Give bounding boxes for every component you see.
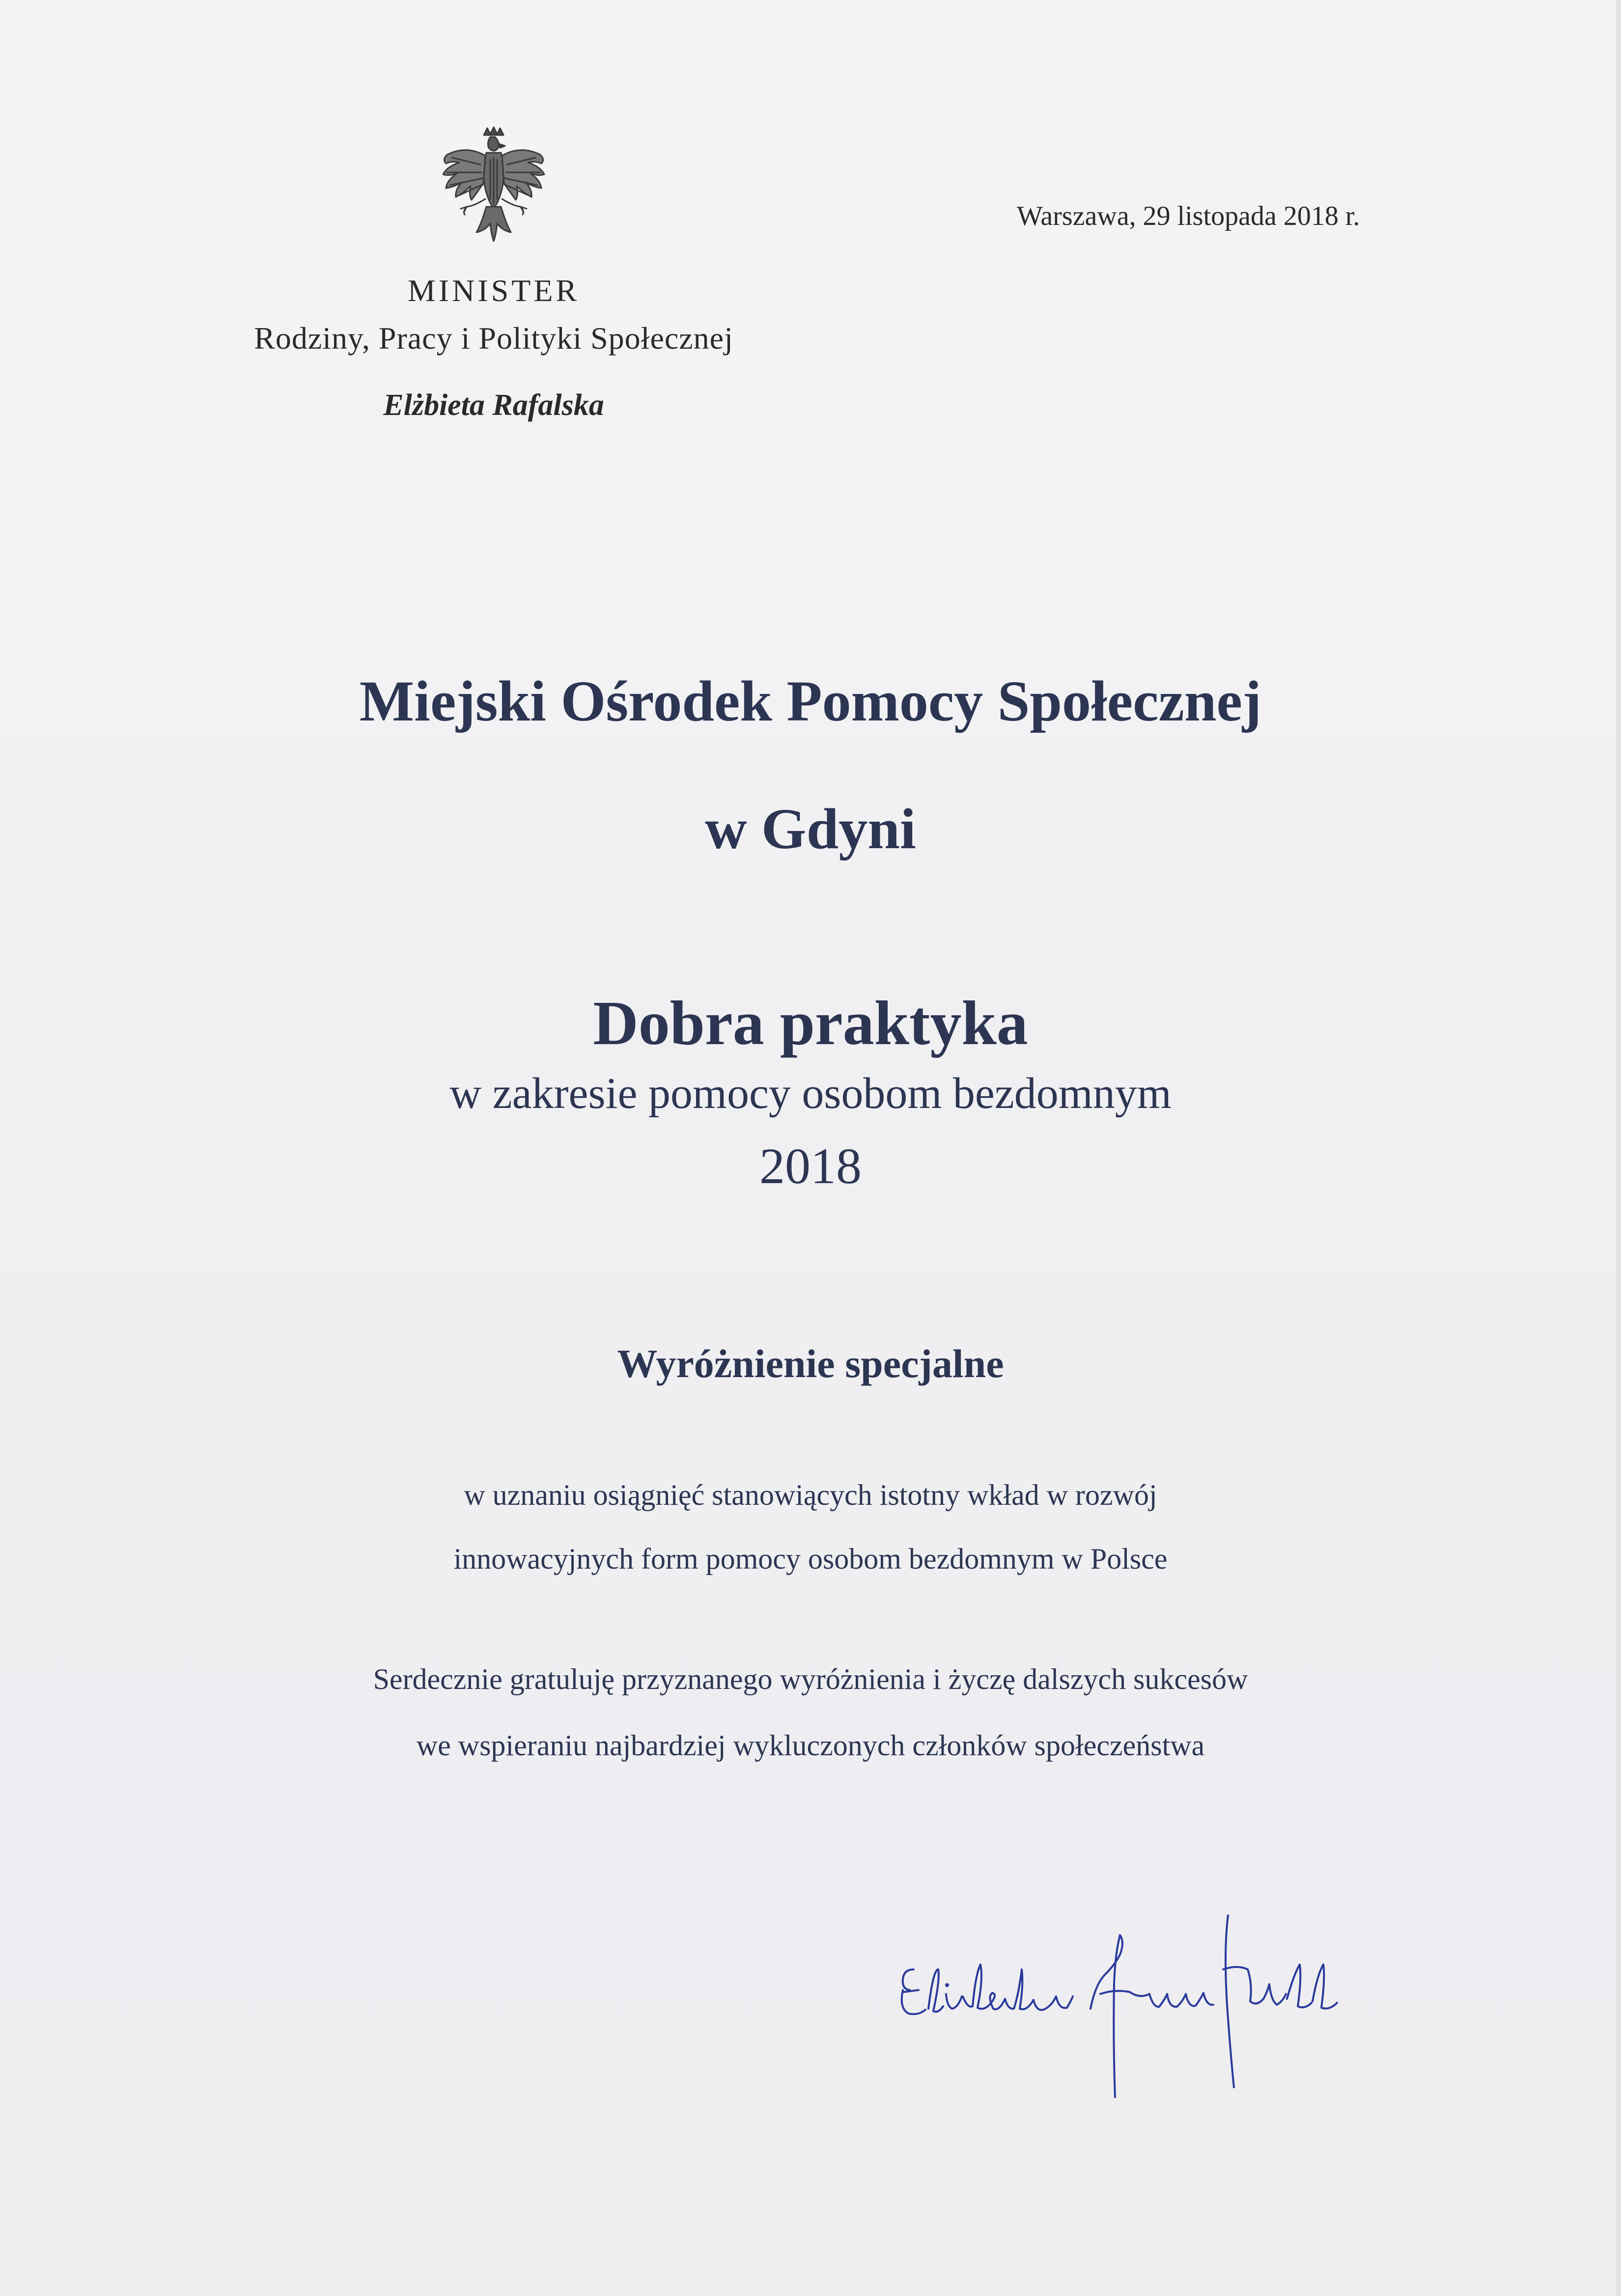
handwritten-signature [884,1896,1439,2127]
minister-name: Elżbieta Rafalska [383,388,604,422]
award-subtitle: w zakresie pomocy osobom bezdomnym [449,1069,1172,1118]
polish-eagle-icon [432,125,555,253]
citation-line-1: w uznaniu osiągnięć stanowiących istotny wkład w rozwój [464,1479,1157,1511]
minister-title: MINISTER [407,273,580,308]
recipient-city: w Gdyni [705,797,916,861]
ministry-name: Rodziny, Pracy i Polityki Społecznej [254,321,733,356]
congratulation-line-2: we wspieraniu najbardziej wykluczonych członków społeczeństwa [416,1729,1205,1762]
distinction-heading: Wyróżnienie specjalne [617,1341,1004,1386]
recipient-name: Miejski Ośrodek Pomocy Społecznej [359,669,1262,733]
citation-line-2: innowacyjnych form pomocy osobom bezdomnym w Polsce [453,1543,1168,1575]
congratulation-line-1: Serdecznie gratuluję przyznanego wyróżnienia i życzę dalszych sukcesów [373,1663,1248,1695]
award-title: Dobra praktyka [593,988,1028,1058]
issue-date: Warszawa, 29 listopada 2018 r. [1017,201,1360,231]
award-year: 2018 [759,1138,862,1194]
